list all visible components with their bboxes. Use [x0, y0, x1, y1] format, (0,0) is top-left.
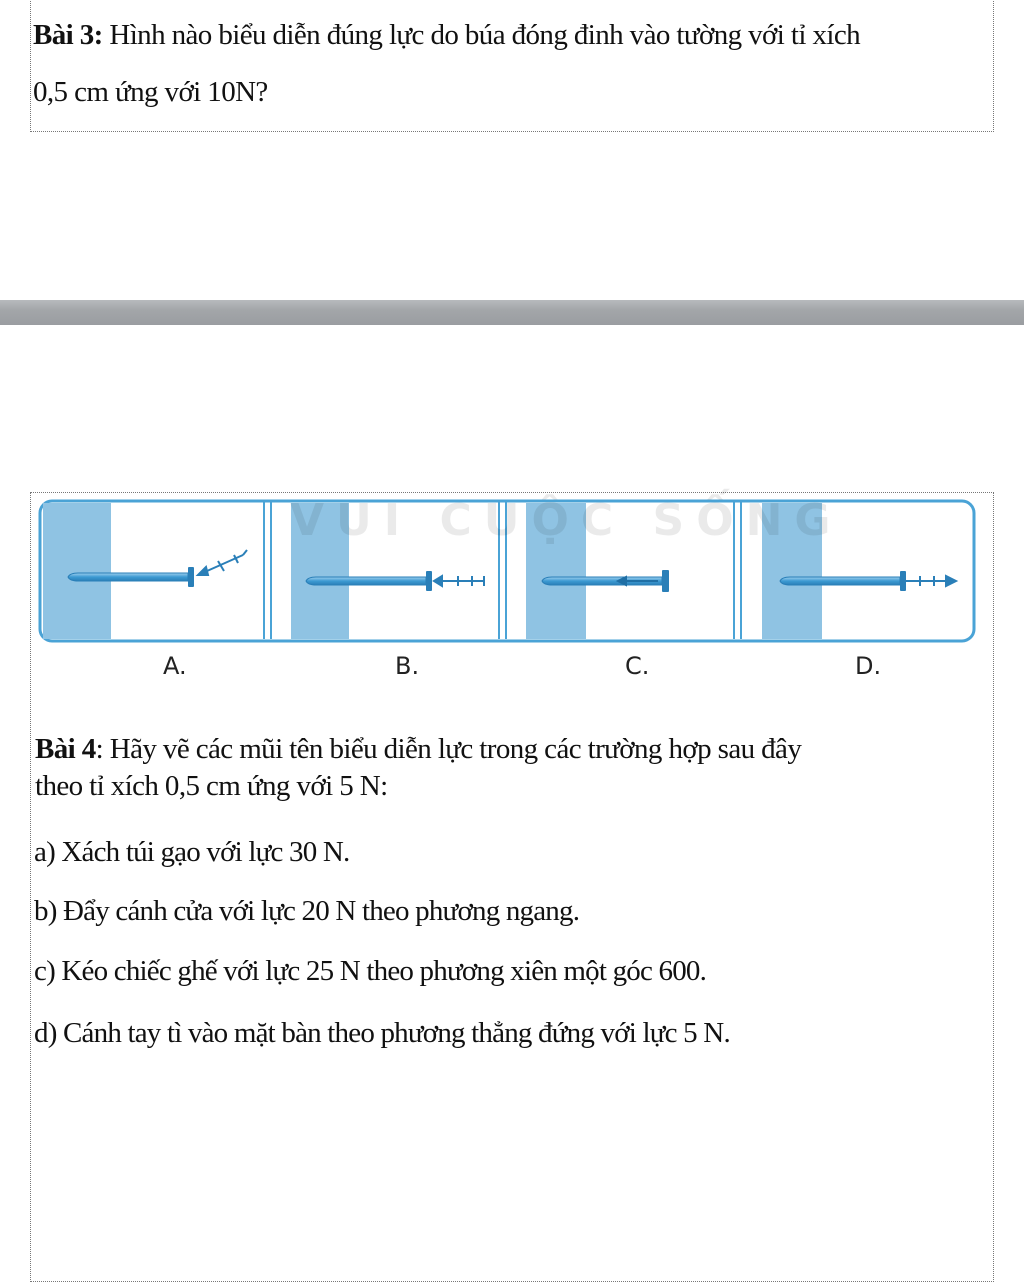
page-gap — [0, 300, 1024, 325]
bai4-text: : Hãy vẽ các mũi tên biểu diễn lực trong các trường hợp sau đây — [95, 733, 802, 765]
bai4-question-line1 — [35, 735, 990, 764]
watermark: VUI CUỘC SỐNG — [290, 495, 843, 546]
bai4-label: Bài 4 — [35, 733, 96, 765]
bai3-question-line1 — [33, 21, 860, 50]
wall-a — [43, 503, 111, 639]
bai4-question-line2: theo tỉ xích 0,5 cm ứng với 5 N: — [35, 770, 388, 802]
option-label-b: B. — [395, 652, 420, 680]
bai4-item-b: b) Đẩy cánh cửa với lực 20 N theo phương ngang. — [34, 895, 580, 927]
bai4-item-d: d) Cánh tay tì vào mặt bàn theo phương thẳng đứng với lực 5 N. — [34, 1017, 730, 1049]
option-label-c: C. — [625, 652, 650, 680]
bai4-item-a: a) Xách túi gạo với lực 30 N. — [34, 836, 350, 868]
bai3-label: Bài 3: — [33, 19, 103, 51]
bai4-item-c: c) Kéo chiếc ghế với lực 25 N theo phương xiên một góc 600. — [34, 955, 707, 987]
option-label-d: D. — [855, 652, 882, 680]
bai3-question-line2: 0,5 cm ứng với 10N? — [33, 76, 268, 108]
bai3-text: Hình nào biểu diễn đúng lực do búa đóng đinh vào tường với tỉ xích — [102, 19, 860, 51]
option-label-a: A. — [163, 652, 187, 680]
